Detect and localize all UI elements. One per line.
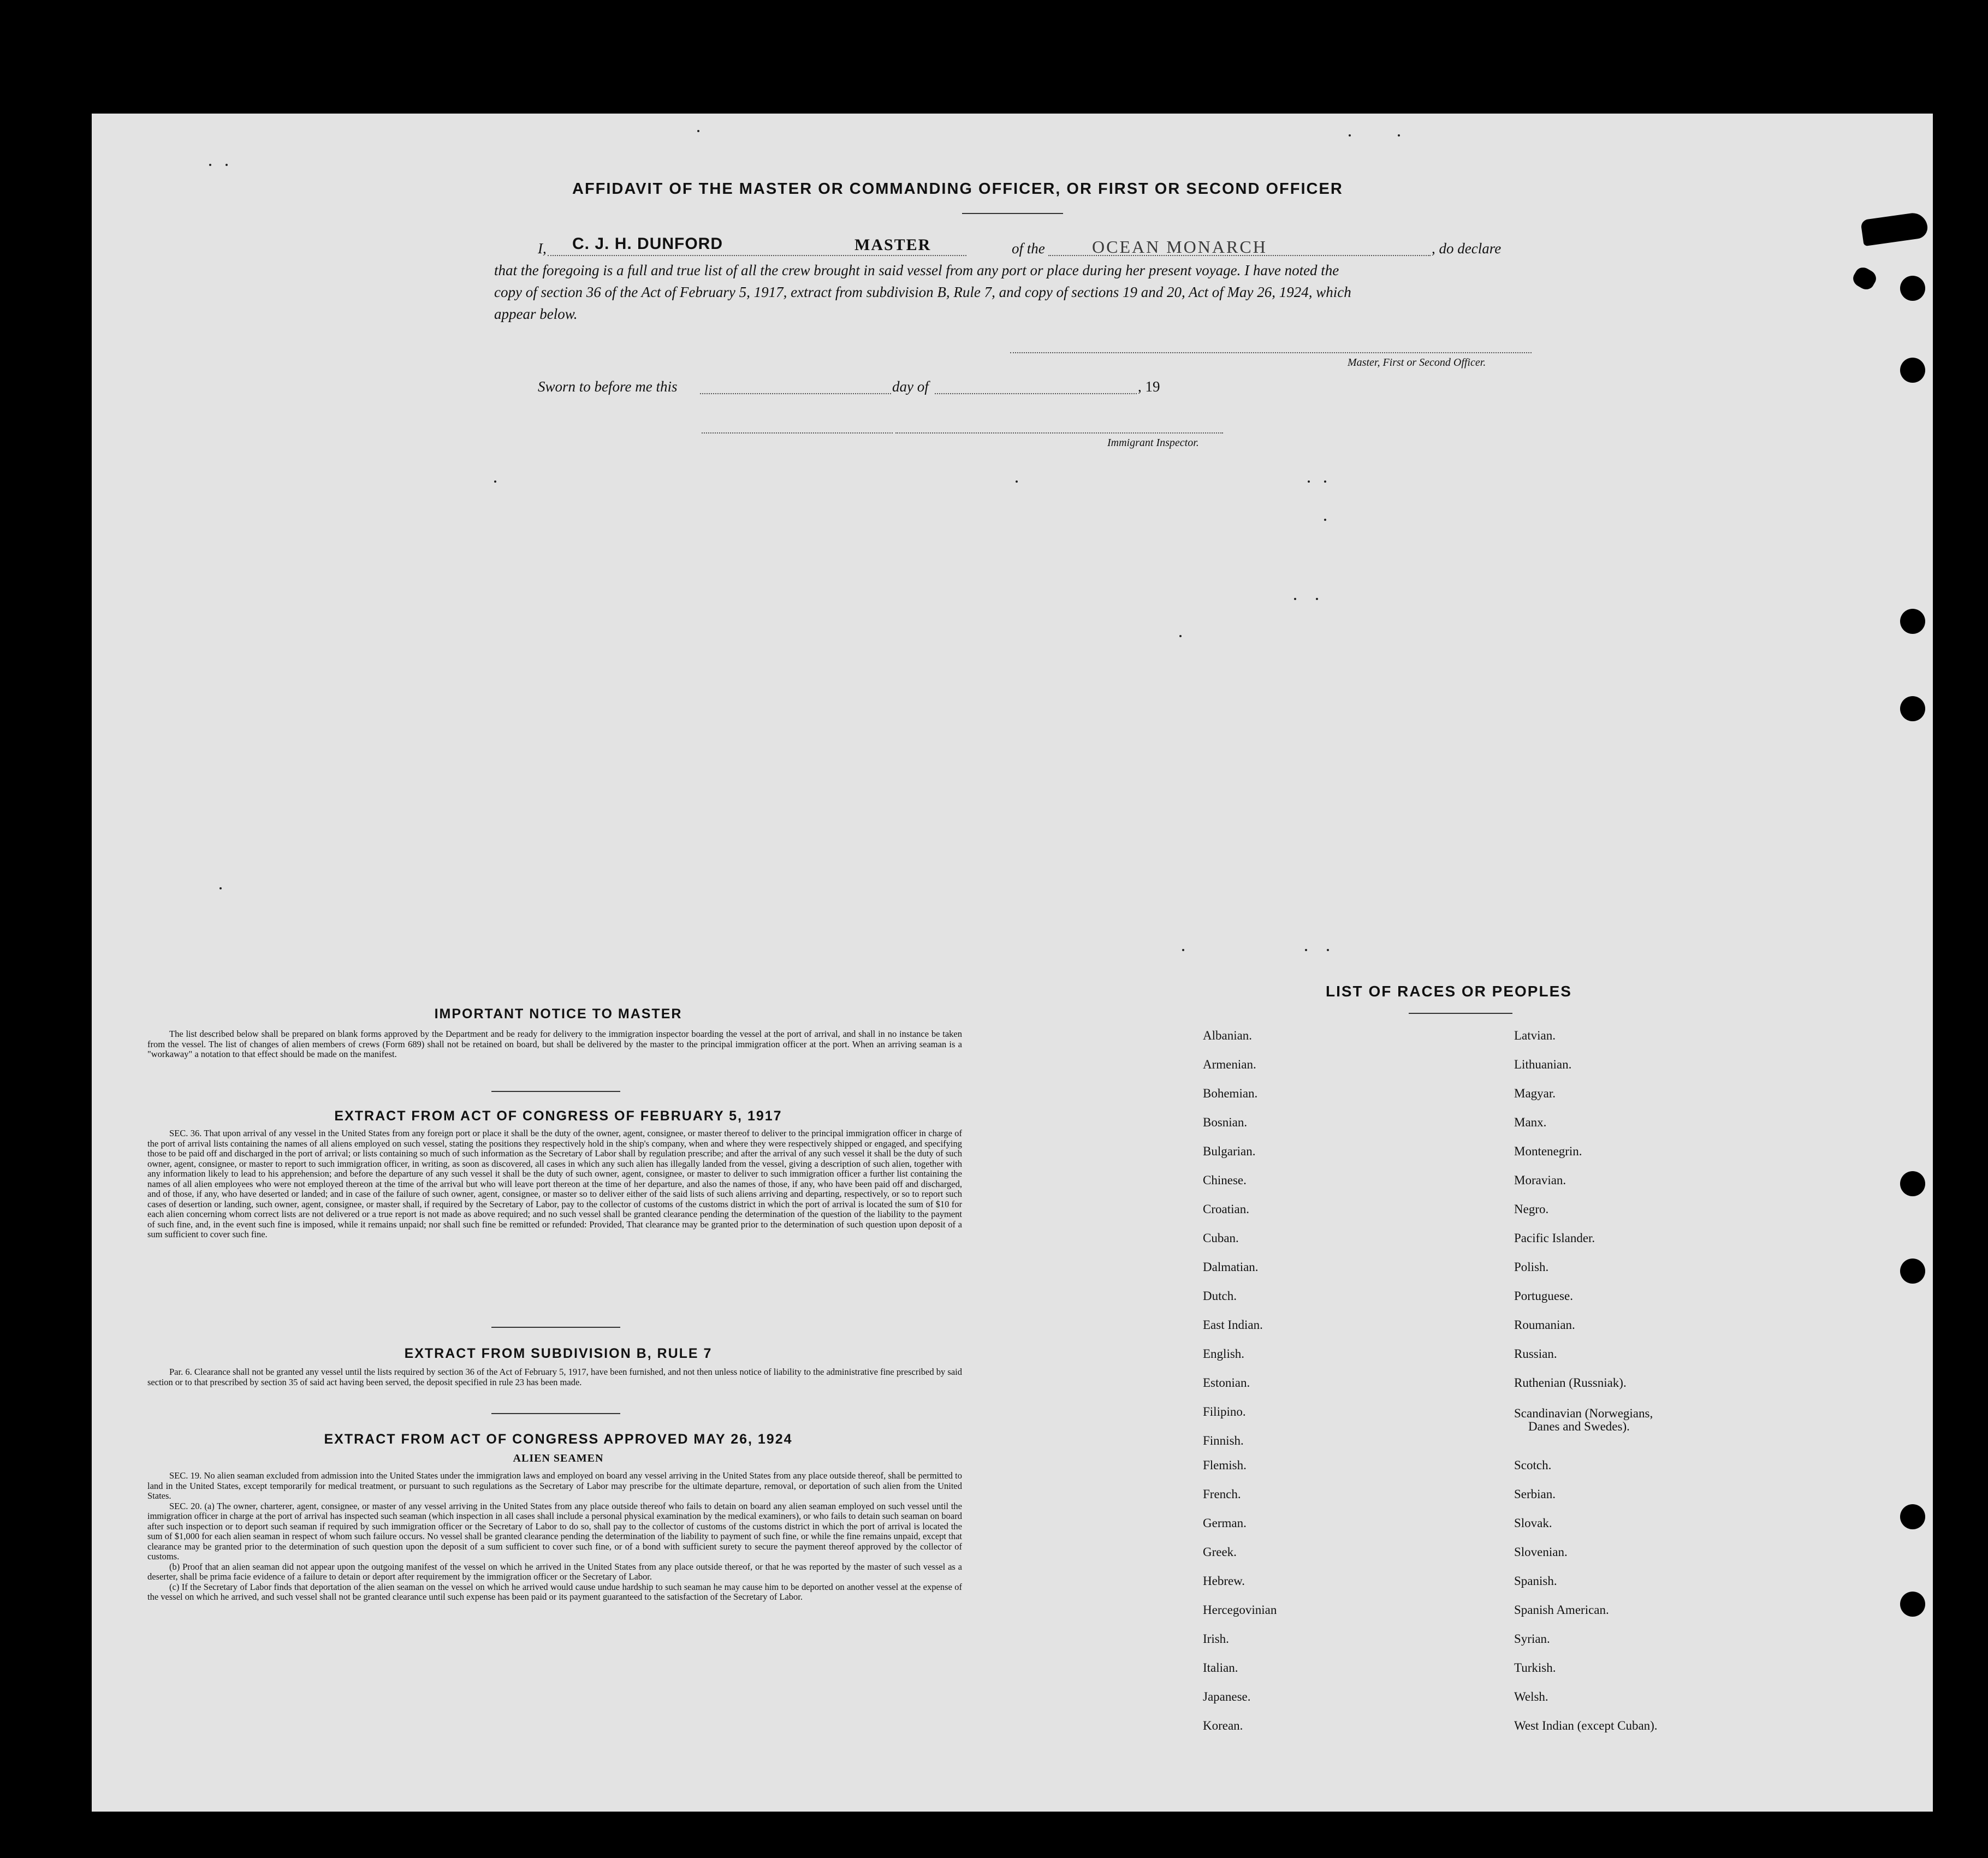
inspector-line-left xyxy=(702,432,893,434)
race-item: Filipino. xyxy=(1203,1405,1246,1418)
punch-hole-icon xyxy=(1900,276,1925,301)
race-item: Pacific Islander. xyxy=(1514,1231,1595,1245)
extract-1924-text xyxy=(147,1471,962,1602)
race-item: Negro. xyxy=(1514,1202,1549,1216)
race-item: Hercegovinian xyxy=(1203,1603,1277,1617)
affidavit-body-line3: appear below. xyxy=(494,306,578,322)
vessel-name: OCEAN MONARCH xyxy=(1092,237,1267,257)
speck xyxy=(697,130,699,132)
race-item: Turkish. xyxy=(1514,1661,1556,1675)
speck xyxy=(1324,519,1326,521)
section-divider xyxy=(491,1327,620,1328)
race-item: Finnish. xyxy=(1203,1434,1244,1447)
race-item: Korean. xyxy=(1203,1719,1243,1732)
race-item: East Indian. xyxy=(1203,1318,1263,1332)
race-item: Flemish. xyxy=(1203,1458,1247,1472)
race-item: Spanish American. xyxy=(1514,1603,1609,1617)
section-divider xyxy=(491,1413,620,1414)
affidavit-title: AFFIDAVIT OF THE MASTER OR COMMANDING OFFICER, OR FIRST OR SECOND OFFICER xyxy=(572,180,1343,198)
race-item: Scandinavian (Norwegians, xyxy=(1514,1406,1653,1420)
inspector-caption: Immigrant Inspector. xyxy=(1107,437,1199,449)
race-item: Estonian. xyxy=(1203,1376,1250,1390)
race-item: Cuban. xyxy=(1203,1231,1239,1245)
race-item: Polish. xyxy=(1514,1260,1549,1274)
title-divider xyxy=(962,213,1063,214)
extract-1917-paragraph: SEC. 36. That upon arrival of any vessel in the United States from any foreign port or place it shall be the duty of the owner, agent, consignee, or master thereof to deliver to the principal immigration officer in charge of the port of arrival lists containing the names of all aliens employed on such vessel, stating the positions they respectively hold in the ship's company, when and where they were respectively shipped or engaged, and specifying those to be paid off and discharged in the port of arrival; or lists containing so much of such information as the Secretary of Labor shall by regulation prescribe; and after the arrival of any such vessel it shall be the duty of such owner, agent, consignee, or master to report to such immigration officer, in writing, as soon as discovered, all cases in which any such alien has illegally landed from the vessel, giving a description of such alien, together with any information likely to lead to his apprehension; and before the departure of any such vessel it shall be the duty of such owner, agent, consignee, or master to deliver to such immigration officer a further list containing the names of all alien employees who were not employed thereon at the time of the arrival but who will leave port thereon at the time of her departure, and also the names of those, if any, who have been paid off and discharged, and of those, if any, who have deserted or landed; and in case of the failure of such owner, agent, consignee, or master so to deliver either of the said lists of such aliens arriving and departing, respectively, or so to report such cases of desertion or landing, such owner, agent, consignee, or master shall, if required by the Secretary of Labor, pay to the collector of customs of the customs district in which the port of arrival is located the sum of $10 for each alien concerning whom correct lists are not delivered or a true report is not made as above required; and no such vessel shall be granted clearance pending the determination of the question of the liability to the payment of such fine, and, in the event such fine is imposed, while it remains unpaid; nor shall such fine be remitted or refunded: Provided, That clearance may be granted prior to the determination of such question upon deposit of a sum sufficient to cover such fine. xyxy=(147,1128,962,1239)
notice-title: IMPORTANT NOTICE TO MASTER xyxy=(434,1006,683,1022)
race-item: Dutch. xyxy=(1203,1289,1237,1303)
of-the-label: of the xyxy=(1012,240,1045,257)
race-item: Montenegrin. xyxy=(1514,1144,1582,1158)
race-item: Slovak. xyxy=(1514,1516,1552,1530)
speck xyxy=(1305,949,1307,951)
extract-1924-title: EXTRACT FROM ACT OF CONGRESS APPROVED MAY 26, 1924 xyxy=(324,1432,793,1447)
speck xyxy=(1349,134,1351,136)
punch-hole-icon xyxy=(1900,609,1925,634)
race-item: Lithuanian. xyxy=(1514,1058,1572,1071)
race-item: Magyar. xyxy=(1514,1087,1556,1100)
officer-name: C. J. H. DUNFORD xyxy=(572,235,723,253)
race-item: Slovenian. xyxy=(1514,1545,1568,1559)
race-item: Croatian. xyxy=(1203,1202,1249,1216)
extract-rule7-text xyxy=(147,1367,962,1387)
speck xyxy=(1327,949,1329,951)
sec-20b-paragraph: (b) Proof that an alien seaman did not appear upon the outgoing manifest of the vessel on which he arrived in the United States from any place outside thereof, or that he was reported by the master of such vessel as a deserter, shall be prima facie evidence of a failure to detain or deport after requirement by the immigration officer or the Secretary of Labor. xyxy=(147,1561,962,1582)
race-item: Russian. xyxy=(1514,1347,1557,1361)
race-item: Spanish. xyxy=(1514,1574,1557,1588)
race-item: Bohemian. xyxy=(1203,1087,1258,1100)
race-item: German. xyxy=(1203,1516,1247,1530)
punch-hole-icon xyxy=(1900,696,1925,721)
do-declare-label: , do declare xyxy=(1432,240,1502,257)
i-label: I, xyxy=(538,240,547,257)
extract-1924-subtitle: ALIEN SEAMEN xyxy=(513,1452,604,1464)
race-item: Italian. xyxy=(1203,1661,1238,1675)
sworn-month-line xyxy=(935,393,1137,394)
race-item: Serbian. xyxy=(1514,1487,1556,1501)
punch-hole-icon xyxy=(1900,1504,1925,1529)
extract-1917-title: EXTRACT FROM ACT OF CONGRESS OF FEBRUARY 5, 1917 xyxy=(334,1108,782,1124)
inspector-line-right xyxy=(895,432,1223,434)
speck xyxy=(1308,480,1310,483)
speck xyxy=(1016,480,1018,483)
speck xyxy=(1398,134,1400,136)
race-item: Japanese. xyxy=(1203,1690,1251,1703)
speck xyxy=(1182,949,1184,951)
notice-text xyxy=(147,1029,962,1060)
punch-hole-icon xyxy=(1900,1259,1925,1284)
name-line xyxy=(548,255,966,256)
race-item: Ruthenian (Russniak). xyxy=(1514,1376,1627,1390)
affidavit-body-line1: that the foregoing is a full and true list of all the crew brought in said vessel from any port or place during her present voyage. I have noted the xyxy=(494,262,1339,278)
speck xyxy=(209,164,211,166)
races-title: LIST OF RACES OR PEOPLES xyxy=(1326,983,1572,1000)
race-item: Syrian. xyxy=(1514,1632,1550,1646)
race-item: Armenian. xyxy=(1203,1058,1256,1071)
signature-line xyxy=(1010,352,1532,353)
race-item: Portuguese. xyxy=(1514,1289,1573,1303)
race-item: Hebrew. xyxy=(1203,1574,1245,1588)
race-item: Moravian. xyxy=(1514,1173,1566,1187)
race-item: Greek. xyxy=(1203,1545,1237,1559)
race-item: Irish. xyxy=(1203,1632,1229,1646)
sec-20c-paragraph: (c) If the Secretary of Labor finds that deportation of the alien seaman on the vessel on which he arrived would cause undue hardship to such seaman he may cause him to be deported on another vessel at the expense of the vessel on which he arrived, and such vessel shall not be granted clearance until such expense has been paid or its payment guaranteed to the satisfaction of the Secretary of Labor. xyxy=(147,1581,962,1602)
race-item: Latvian. xyxy=(1514,1029,1556,1042)
speck xyxy=(1316,598,1318,600)
extract-rule7-paragraph: Par. 6. Clearance shall not be granted any vessel until the lists required by section 36 of the Act of February 5, 1917, have been furnished, and not then unless notice of liability to the administrative fine prescribed by said section or to that prescribed by section 35 of said act having been served, the deposit specified in rule 23 has been made. xyxy=(147,1367,962,1387)
races-divider xyxy=(1409,1013,1512,1014)
sec-19-paragraph: SEC. 19. No alien seaman excluded from admission into the United States under the immigration laws and employed on board any vessel arriving in the United States from any place outside thereof, shall be permitted to land in the United States, except temporarily for medical treatment, or pursuant to such regulations as the Secretary of Labor may prescribe for the ultimate departure, removal, or deportation of such alien from the United States. xyxy=(147,1470,962,1501)
race-item: Chinese. xyxy=(1203,1173,1247,1187)
punch-hole-icon xyxy=(1900,358,1925,383)
section-divider xyxy=(491,1091,620,1092)
speck xyxy=(1324,480,1326,483)
race-item: Danes and Swedes). xyxy=(1528,1420,1630,1433)
sworn-day-line xyxy=(700,393,891,394)
sec-20a-paragraph: SEC. 20. (a) The owner, charterer, agent, consignee, or master of any vessel arriving in the United States from any place outside thereof who fails to detain on board any alien seaman employed on such vessel until the immigration officer in charge at the port of arrival has inspected such seaman (which inspection in all cases shall include a personal physical examination by the medical examiners), or who fails to detain such seaman on board after such inspection or to deport such seaman if required by such immigration officer or the Secretary of Labor to do so, shall pay to the collector of customs of the customs district in which the port of arrival is located the sum of $1,000 for each alien seaman in respect of whom such failure occurs. No vessel shall be granted clearance pending the determination of the liability to payment of such fine, or while the fine remains unpaid, except that clearance may be granted prior to the determination of such question upon the deposit of a sum sufficient to cover such fine, or of a bond with sufficient surety to secure the payment thereof approved by the collector of customs. xyxy=(147,1500,962,1562)
race-item: Albanian. xyxy=(1203,1029,1253,1042)
extract-1917-text xyxy=(147,1129,962,1240)
race-item: French. xyxy=(1203,1487,1241,1501)
notice-paragraph: The list described below shall be prepared on blank forms approved by the Department and be ready for delivery to the immigration inspector boarding the vessel at the port of arrival, and shall in no instance be taken from the vessel. The list of changes of alien members of crews (Form 689) shall not be retained on board, but shall be delivered by the master to the principal immigration officer at the port. When an arriving seaman is a "workaway" a notation to that effect should be made on the manifest. xyxy=(147,1029,962,1059)
speck xyxy=(219,887,222,889)
punch-hole-icon xyxy=(1900,1171,1925,1196)
speck xyxy=(494,480,496,483)
speck xyxy=(225,164,228,166)
rank-stamp: MASTER xyxy=(854,236,931,254)
affidavit-body-line2: copy of section 36 of the Act of February 5, 1917, extract from subdivision B, Rule 7, and copy of sections 19 and 20, Act of May 26, 1924, which xyxy=(494,284,1351,300)
year-label: , 19 xyxy=(1138,378,1160,395)
speck xyxy=(1179,635,1182,637)
race-item: Dalmatian. xyxy=(1203,1260,1259,1274)
race-item: Roumanian. xyxy=(1514,1318,1575,1332)
extract-rule7-title: EXTRACT FROM SUBDIVISION B, RULE 7 xyxy=(404,1346,713,1361)
punch-hole-icon xyxy=(1900,1592,1925,1617)
race-item: West Indian (except Cuban). xyxy=(1514,1719,1658,1732)
race-item: Scotch. xyxy=(1514,1458,1552,1472)
sworn-label: Sworn to before me this xyxy=(538,378,678,395)
race-item: Manx. xyxy=(1514,1115,1547,1129)
signature-caption: Master, First or Second Officer. xyxy=(1348,357,1486,369)
race-item: Bosnian. xyxy=(1203,1115,1248,1129)
race-item: Welsh. xyxy=(1514,1690,1548,1703)
race-item: Bulgarian. xyxy=(1203,1144,1256,1158)
day-of-label: day of xyxy=(892,378,929,395)
race-item: English. xyxy=(1203,1347,1245,1361)
speck xyxy=(1294,598,1296,600)
